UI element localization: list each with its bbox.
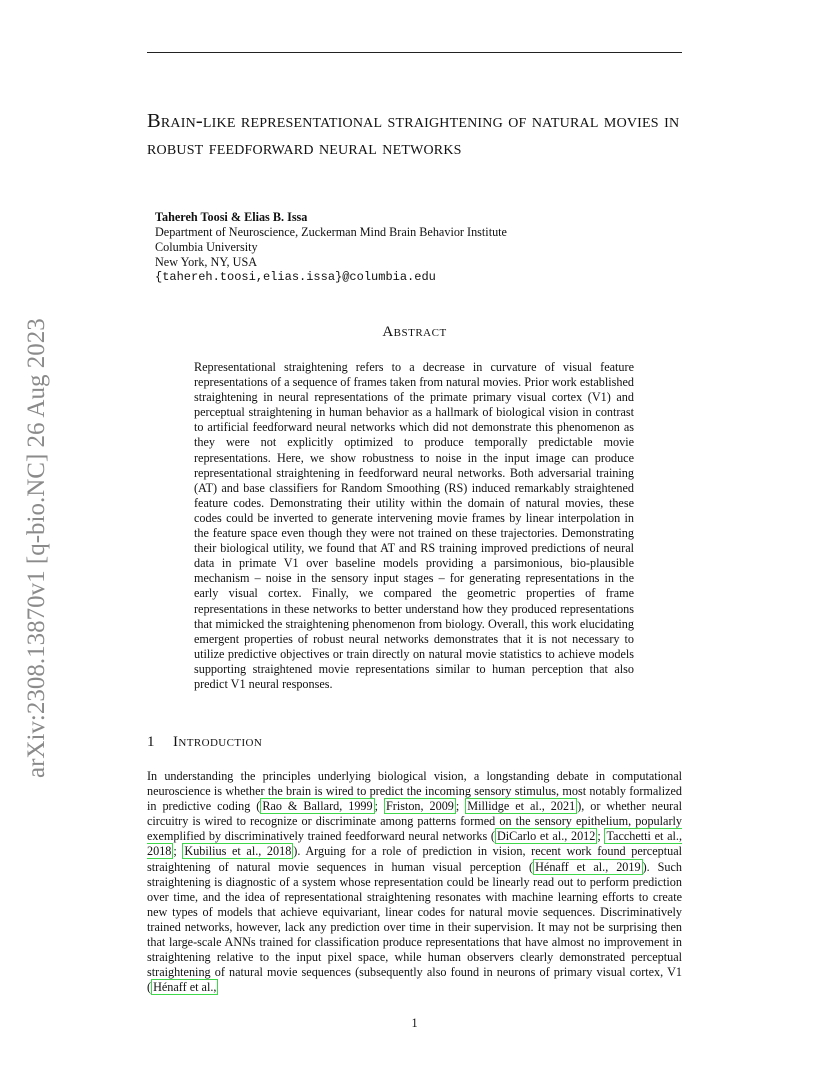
page-number: 1 <box>411 1016 418 1030</box>
section-number: 1 <box>147 734 155 750</box>
citation-link[interactable]: Friston, 2009 <box>385 799 454 814</box>
citation-link[interactable]: DiCarlo et al., 2012 <box>496 829 596 844</box>
author-block <box>155 210 615 285</box>
citation-link[interactable]: Rao & Ballard, 1999 <box>262 799 373 814</box>
author-email: {tahereh.toosi,elias.issa}@columbia.edu <box>155 270 436 284</box>
intro-text: ; <box>374 799 384 814</box>
citation-link[interactable]: Hénaff et al., <box>153 980 217 995</box>
intro-paragraph <box>147 769 682 995</box>
title-initial: B <box>147 110 161 132</box>
abstract-text: Representational straightening refers to a decrease in curvature of visual feature representations of a sequence of frames taken from natural movies. Prior work established straightening in neural representations of the primate primary visual cortex (V1) and perceptual straightening in human behavior as a hallmark of biological vision in contrast to artificial feedforward neural networks which did not demonstrate this phenomenon as they were not explicitly optimized to produce temporally predictable movie representations. Here, we show robustness to noise in the input image can produce representational straightening in feedforward neural networks. Both adversarial training (AT) and base classifiers for Random Smoothing (RS) induced remarkably straightened feature codes. Demonstrating their utility within the domain of natural movies, these codes could be inverted to generate intervening movie frames by linear interpolation in the feature space even though they were not trained on these trajectories. Demonstrating their biological utility, we found that AT and RS training improved predictions of neural data in primate V1 over baseline models providing a parsimonious, bio-plausible mechanism – noise in the sensory input stages – for generating representations in the early visual cortex. Finally, we compared the geometric properties of frame representations in these networks to better understand how they produced representations that mimicked the straightening phenomenon from biology. Overall, this work elucidating emergent properties of robust neural networks demonstrates that it is not necessary to utilize predictive objectives or train directly on natural movie statistics to achieve models supporting straightened movie representations similar to human perception that also predict V1 neural responses. <box>194 360 634 691</box>
author-university: Columbia University <box>155 240 258 254</box>
citation-link[interactable]: Millidge et al., 2021 <box>467 799 576 814</box>
intro-text: ; <box>597 829 605 844</box>
citation-link[interactable]: Tacchetti et al., 2018 <box>147 829 682 859</box>
intro-text: ). Arguing for a role of prediction in vision, recent work found perceptual straightening of natural movie sequences in human visual perception ( <box>147 844 682 874</box>
top-rule <box>147 52 682 53</box>
author-department: Department of Neuroscience, Zuckerman Mind Brain Behavior Institute <box>155 225 507 239</box>
intro-text: ), or whether neural circuitry is wired to recognize or discriminate among patterns formed on the sensory epithelium, popularly exemplified by discriminatively trained feedforward neural networks ( <box>147 799 683 844</box>
citation-link[interactable]: Hénaff et al., 2019 <box>535 859 641 874</box>
arxiv-identifier-stamp: arXiv:2308.13870v1 [q-bio.NC] 26 Aug 2023 <box>23 318 50 778</box>
section-heading <box>147 734 682 751</box>
citation-link[interactable]: Kubilius et al., 2018 <box>184 844 292 859</box>
paper-title <box>147 108 692 161</box>
author-names: Tahereh Toosi & Elias B. Issa <box>155 210 308 224</box>
intro-text: ). Such straightening is diagnostic of a system whose representation could be linearly read out to perform prediction over time, and the idea of representational straightening resonates with machine learning efforts to create new types of models that achieve equivariant, linear codes for natural movie sequences. Discriminatively trained networks, however, lack any prediction over time in their supervision. It may not be surprising then that large-scale ANNs trained for classification produce representations that have almost no improvement in straightening relative to the input pixel space, while human observers clearly demonstrated perceptual straightening of natural movie sequences (subsequently also found in neurons of primary visual cortex, V1 ( <box>147 859 683 995</box>
intro-text: In understanding the principles underlying biological vision, a longstanding debate in computational neuroscience is whether the brain is wired to predict the incoming sensory stimulus, most notably formalized in predictive coding ( <box>147 769 682 814</box>
intro-text: ; <box>173 844 183 859</box>
abstract-heading: Abstract <box>382 324 447 340</box>
title-rest: rain-like representational straightening of natural movies in robust feedforward neural networks <box>147 110 680 159</box>
intro-text: ; <box>455 799 466 814</box>
section-title: Introduction <box>173 734 263 750</box>
author-location: New York, NY, USA <box>155 255 258 269</box>
